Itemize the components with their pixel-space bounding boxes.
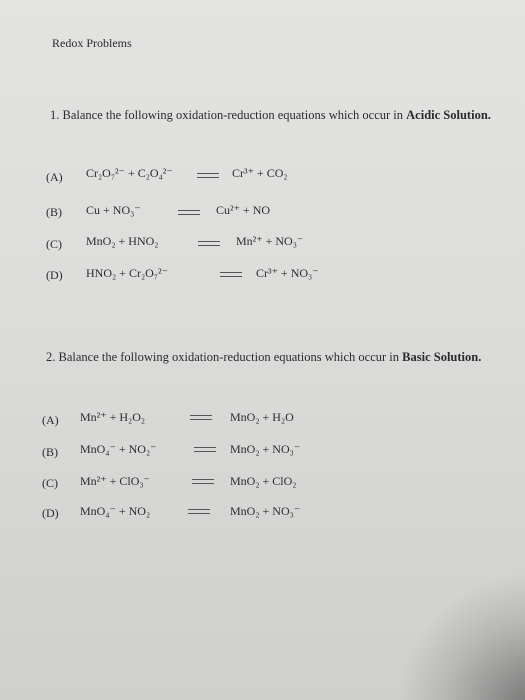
equilibrium-arrow-icon — [220, 272, 242, 277]
equilibrium-arrow-icon — [188, 509, 210, 514]
s1-eq-d-label: (D) — [46, 268, 63, 282]
section1-emphasis: Acidic Solution. — [406, 108, 491, 122]
equilibrium-arrow-icon — [178, 210, 200, 215]
s1-eq-a-reactants: Cr₂O₇²⁻ + C₂O₄²⁻ — [86, 166, 173, 180]
section2-instruction — [46, 350, 481, 365]
equilibrium-arrow-icon — [198, 241, 220, 246]
section2-prefix: 2. Balance the following oxidation-reduction equations which occur in — [46, 350, 403, 364]
s2-eq-d-reactants: MnO₄⁻ + NO₂ — [80, 504, 151, 518]
s1-eq-a-label: (A) — [46, 170, 63, 184]
s1-eq-d-products: Cr³⁺ + NO₃⁻ — [256, 266, 319, 280]
s1-eq-b-reactants: Cu + NO₃⁻ — [86, 203, 141, 217]
s2-eq-d-label: (D) — [42, 506, 59, 520]
equilibrium-arrow-icon — [197, 173, 219, 178]
s2-eq-a-reactants: Mn²⁺ + H₂O₂ — [80, 410, 146, 424]
section1-instruction — [50, 108, 491, 123]
s2-eq-b-products: MnO₂ + NO₃⁻ — [230, 442, 301, 456]
s2-eq-c-label: (C) — [42, 476, 58, 490]
section2-emphasis: Basic Solution. — [402, 350, 482, 364]
s2-eq-b-reactants: MnO₄⁻ + NO₂⁻ — [80, 442, 157, 456]
section1-prefix: 1. Balance the following oxidation-reduction equations which occur in — [50, 108, 407, 122]
s2-eq-a-label: (A) — [42, 413, 59, 427]
corner-shadow — [395, 570, 525, 700]
equilibrium-arrow-icon — [190, 415, 212, 420]
s2-eq-a-products: MnO₂ + H₂O — [230, 410, 294, 424]
s1-eq-c-products: Mn²⁺ + NO₃⁻ — [236, 234, 304, 248]
s1-eq-a-products: Cr³⁺ + CO₂ — [232, 166, 288, 180]
equilibrium-arrow-icon — [194, 447, 216, 452]
equilibrium-arrow-icon — [192, 479, 214, 484]
s2-eq-c-reactants: Mn²⁺ + ClO₃⁻ — [80, 474, 150, 488]
s2-eq-c-products: MnO₂ + ClO₂ — [230, 474, 297, 488]
page-title: Redox Problems — [52, 36, 132, 50]
s1-eq-d-reactants: HNO₂ + Cr₂O₇²⁻ — [86, 266, 168, 280]
s1-eq-c-label: (C) — [46, 237, 62, 251]
s1-eq-b-label: (B) — [46, 205, 62, 219]
s1-eq-c-reactants: MnO₂ + HNO₂ — [86, 234, 159, 248]
s1-eq-b-products: Cu²⁺ + NO — [216, 203, 271, 217]
s2-eq-d-products: MnO₂ + NO₃⁻ — [230, 504, 301, 518]
s2-eq-b-label: (B) — [42, 445, 58, 459]
